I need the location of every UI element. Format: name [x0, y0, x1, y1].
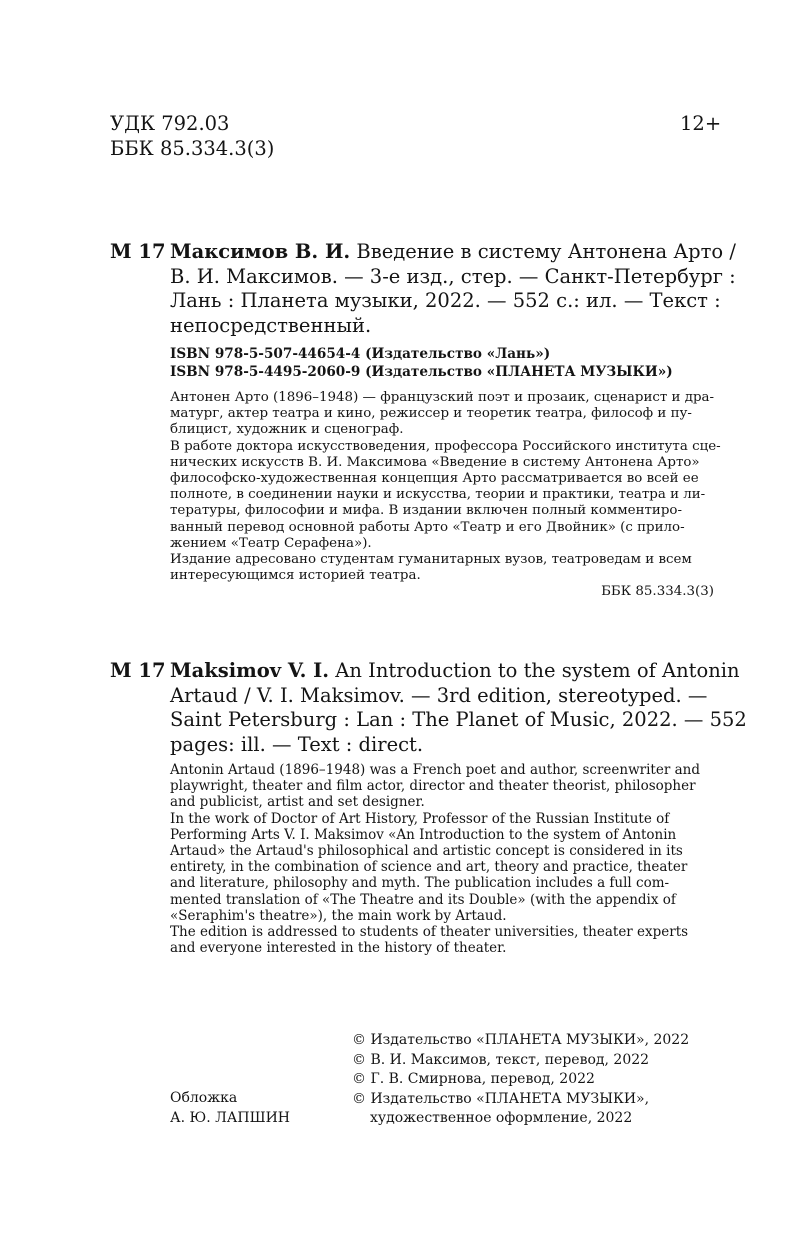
ru-bbk-footer: ББК 85.334.3(3) — [601, 584, 714, 599]
en-annotation-line: entirety, in the combination of science and art, theory and practice, theater — [170, 859, 688, 876]
en-annotation — [170, 762, 700, 956]
en-annotation-line: and publicist, artist and set designer. — [170, 794, 425, 811]
ru-entry-line-3: Лань : Планета музыки, 2022. — 552 с.: ил. — Текст : — [170, 289, 721, 312]
isbn-block — [170, 345, 673, 381]
ru-annotation-line: В работе доктора искусствоведения, профессора Российского института сце- — [170, 438, 721, 454]
udk-code: УДК 792.03 — [110, 112, 230, 135]
ru-annotation-line: Издание адресовано студентам гуманитарных вузов, театроведам и всем — [170, 552, 692, 568]
copyright-line: © Г. В. Смирнова, перевод, 2022 — [352, 1071, 595, 1087]
en-entry-line-2: Artaud / V. I. Maksimov. — 3rd edition, stereotyped. — — [170, 683, 708, 707]
en-annotation-line: In the work of Doctor of Art History, Professor of the Russian Institute of — [170, 810, 670, 827]
en-annotation-line: Antonin Artaud (1896–1948) was a French poet and author, screenwriter and — [170, 762, 700, 778]
ru-entry-title: Введение в систему Антонена Арто / — [350, 240, 736, 263]
ru-entry-line-1 — [170, 240, 736, 265]
ru-annotation-line: Антонен Арто (1896–1948) — французский поэт и прозаик, сценарист и дра- — [170, 390, 715, 405]
copyright-block — [352, 1031, 689, 1129]
en-annotation-line: playwright, theater and film actor, director and theater theorist, philosopher — [170, 778, 696, 795]
ru-annotation — [170, 390, 721, 584]
isbn-planeta: ISBN 978-5-4495-2060-9 (Издательство «ПЛАНЕТА МУЗЫКИ») — [170, 364, 673, 380]
copyright-line: © Издательство «ПЛАНЕТА МУЗЫКИ», 2022 — [352, 1032, 690, 1048]
en-entry-title: An Introduction to the system of Antonin — [329, 659, 740, 682]
bbk-code: ББК 85.334.3(3) — [110, 137, 275, 160]
cover-credit-name: А. Ю. ЛАПШИН — [170, 1109, 290, 1126]
ru-annotation-line: нических искусств В. И. Максимова «Введение в систему Антонена Арто» — [170, 454, 700, 470]
en-annotation-line: and literature, philosophy and myth. The publication includes a full com- — [170, 875, 670, 892]
ru-annotation-line: матург, актер театра и кино, режиссер и теоретик театра, философ и пу- — [170, 406, 692, 422]
ru-annotation-line: ванный перевод основной работы Арто «Театр и его Двойник» (с прило- — [170, 519, 685, 535]
en-entry-code: M 17 — [110, 659, 166, 682]
en-entry-title-block — [170, 659, 747, 757]
cover-credit-label: Обложка — [170, 1090, 238, 1106]
en-annotation-line: mented translation of «The Theatre and its Double» (with the appendix of — [170, 891, 676, 908]
ru-annotation-line: интересующимся историей театра. — [170, 568, 421, 584]
ru-annotation-line: полноте, в соединении науки и искусства, теории и практики, театра и ли- — [170, 487, 706, 503]
en-annotation-line: The edition is addressed to students of theater universities, theater experts — [170, 924, 689, 941]
ru-annotation-line: философско-художественная концепция Арто рассматривается во всей ее — [170, 471, 699, 487]
en-entry-line-4: pages: ill. — Text : direct. — [170, 732, 424, 756]
en-annotation-line: and everyone interested in the history of theater. — [170, 940, 507, 957]
en-entry-line-3: Saint Petersburg : Lan : The Planet of Music, 2022. — 552 — [170, 708, 747, 731]
ru-entry-line-4: непосредственный. — [170, 313, 372, 337]
isbn-lan: ISBN 978-5-507-44654-4 (Издательство «Лань») — [170, 346, 551, 362]
ru-annotation-line: блицист, художник и сценограф. — [170, 422, 404, 438]
copyright-line: © В. И. Максимов, текст, перевод, 2022 — [352, 1051, 650, 1068]
cover-credit — [170, 1089, 290, 1128]
ru-entry-author: Максимов В. И. — [170, 240, 351, 263]
en-entry-line-1 — [170, 659, 747, 684]
ru-entry-code: М 17 — [110, 240, 166, 263]
copyright-line: © Издательство «ПЛАНЕТА МУЗЫКИ», — [352, 1090, 650, 1107]
en-annotation-line: «Seraphim's theatre»), the main work by Artaud. — [170, 907, 507, 924]
copyright-line: художественное оформление, 2022 — [370, 1110, 633, 1126]
en-annotation-line: Artaud» the Artaud's philosophical and artistic concept is considered in its — [170, 843, 683, 860]
ru-entry-title-block — [170, 240, 736, 338]
ru-annotation-line: тературы, философии и мифа. В издании включен полный комментиро- — [170, 503, 683, 519]
en-annotation-line: Performing Arts V. I. Maksimov «An Introduction to the system of Antonin — [170, 826, 677, 843]
age-rating: 12+ — [680, 112, 722, 135]
ru-entry-line-2: В. И. Максимов. — 3-е изд., стер. — Санкт-Петербург : — [170, 264, 736, 288]
en-entry-author: Maksimov V. I. — [170, 659, 330, 682]
ru-annotation-line: жением «Театр Серафена»). — [170, 535, 372, 551]
